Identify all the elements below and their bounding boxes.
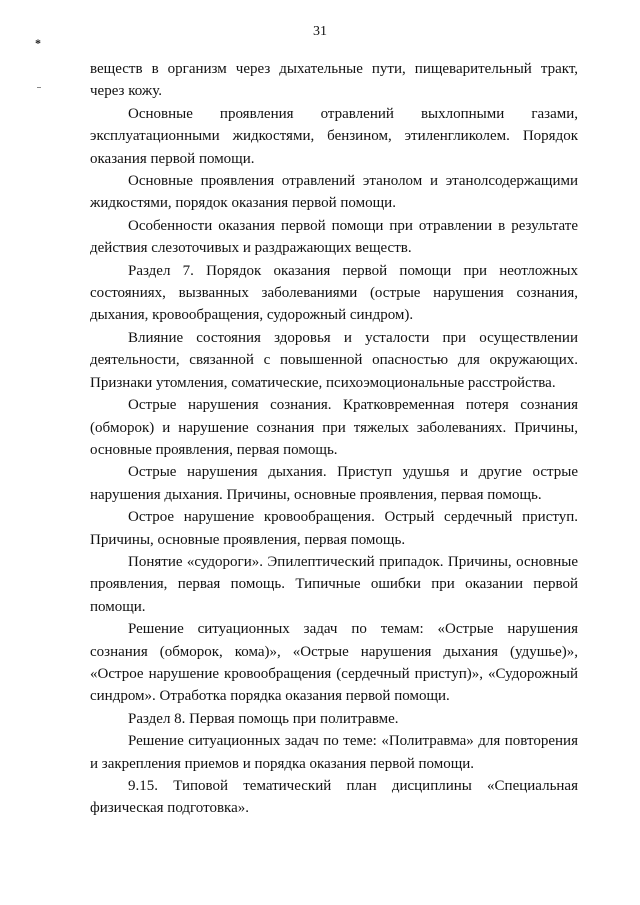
- section-8-heading: Раздел 8. Первая помощь при политравме.: [128, 710, 399, 727]
- page-number: 31: [313, 24, 327, 39]
- document-body: [90, 58, 578, 820]
- paragraph-circulation: Острое нарушение кровообращения. Острый сердечный приступ. Причины, основные проявления, первая помощь.: [90, 509, 578, 548]
- paragraph-ethanol-poisoning: Основные проявления отравлений этанолом и этанолсодержащими жидкостями, порядок оказания первой помощи.: [90, 173, 578, 212]
- paragraph-health-fatigue: Влияние состояния здоровья и усталости при осуществлении деятельности, связанной с повышенной опасностью для окружающих. Признаки утомления, соматические, психоэмоциональные расстройства.: [90, 329, 578, 391]
- paragraph-tear-gas: Особенности оказания первой помощи при отравлении в результате действия слезоточивых и раздражающих веществ.: [90, 217, 578, 257]
- paragraph-exhaust-poisoning: Основные проявления отравлений выхлопными газами, эксплуатационными жидкостями, бензином, этиленгликолем. Порядок оказания первой помощи.: [90, 105, 578, 167]
- section-7-heading: Раздел 7. Порядок оказания первой помощи при неотложных состояниях, вызванных заболеваниями (острые нарушения сознания, дыхания, кровообращения, судорожный синдром).: [90, 262, 578, 324]
- paragraph-seizures: Понятие «судороги». Эпилептический припадок. Причины, основные проявления, первая помощь. Типичные ошибки при оказании первой помощи.: [90, 553, 578, 615]
- paragraph-continuation: веществ в организм через дыхательные пути, пищеварительный тракт, через кожу.: [90, 61, 578, 100]
- paragraph-breathing: Острые нарушения дыхания. Приступ удушья и другие острые нарушения дыхания. Причины, основные проявления, первая помощь.: [90, 464, 578, 503]
- paragraph-polytrauma-tasks: Решение ситуационных задач по теме: «Политравма» для повторения и закрепления приемов и порядка оказания первой помощи.: [90, 733, 578, 772]
- paragraph-situational-tasks: Решение ситуационных задач по темам: «Острые нарушения сознания (обморок, кома)», «Острые нарушения дыхания (удушье)», «Острое нарушение кровообращения (сердечный приступ)», «Судорожный синдром». Отработка порядка оказания первой помощи.: [90, 621, 578, 705]
- paragraph-consciousness: Острые нарушения сознания. Кратковременная потеря сознания (обморок) и нарушение сознания при тяжелых заболеваниях. Причины, основные проявления, первая помощь.: [90, 397, 578, 458]
- scan-mark: *: [35, 36, 41, 50]
- scan-dash: [37, 87, 41, 88]
- paragraph-thematic-plan: 9.15. Типовой тематический план дисциплины «Специальная физическая подготовка».: [90, 778, 578, 817]
